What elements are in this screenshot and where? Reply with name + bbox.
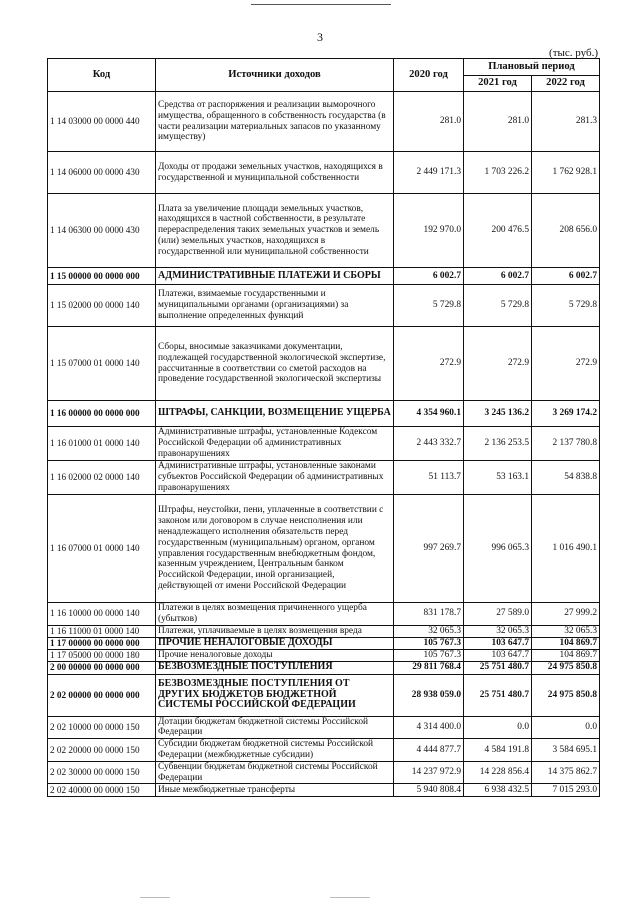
row-value-2022: 54 838.8 xyxy=(532,461,600,495)
row-value-2022: 281.3 xyxy=(532,92,600,152)
row-value-2020: 32 065.3 xyxy=(394,625,464,637)
row-code: 1 14 03000 00 0000 440 xyxy=(48,92,156,152)
row-value-2021: 272.9 xyxy=(464,327,532,401)
row-value-2020: 14 237 972.9 xyxy=(394,761,464,784)
table-row xyxy=(48,784,600,797)
row-value-2022: 24 975 850.8 xyxy=(532,661,600,674)
table-row xyxy=(48,716,600,739)
row-code: 1 14 06300 00 0000 430 xyxy=(48,194,156,268)
table-row xyxy=(48,625,600,637)
row-value-2020: 105 767.3 xyxy=(394,649,464,661)
table-row xyxy=(48,327,600,401)
row-value-2022: 14 375 862.7 xyxy=(532,761,600,784)
header-plan-period: Плановый период xyxy=(464,59,600,76)
row-code: 1 16 10000 00 0000 140 xyxy=(48,603,156,626)
row-code: 1 16 11000 01 0000 140 xyxy=(48,625,156,637)
row-value-2022: 3 584 695.1 xyxy=(532,739,600,762)
row-code: 2 02 00000 00 0000 000 xyxy=(48,674,156,716)
row-value-2022: 272.9 xyxy=(532,327,600,401)
row-value-2021: 1 703 226.2 xyxy=(464,152,532,194)
row-value-2020: 4 314 400.0 xyxy=(394,716,464,739)
row-value-2022: 5 729.8 xyxy=(532,285,600,327)
row-source: Административные штрафы, установленные законами субъектов Российской Федерации об административных правонарушениях xyxy=(156,461,394,495)
row-source: Административные штрафы, установленные Кодексом Российской Федерации об административных правонарушениях xyxy=(156,427,394,461)
row-code: 1 15 00000 00 0000 000 xyxy=(48,268,156,285)
row-value-2020: 4 354 960.1 xyxy=(394,401,464,427)
row-source: Платежи в целях возмещения причиненного ущерба (убытков) xyxy=(156,603,394,626)
row-code: 2 02 20000 00 0000 150 xyxy=(48,739,156,762)
row-value-2021: 103 647.7 xyxy=(464,637,532,649)
page-number: 3 xyxy=(317,30,323,44)
row-value-2022: 0.0 xyxy=(532,716,600,739)
top-rule xyxy=(251,4,391,5)
revenue-table xyxy=(47,58,600,797)
row-value-2020: 51 113.7 xyxy=(394,461,464,495)
row-value-2022: 104 869.7 xyxy=(532,637,600,649)
header-2020: 2020 год xyxy=(394,59,464,92)
table-row xyxy=(48,268,600,285)
bottom-marks xyxy=(0,893,640,903)
row-source: Доходы от продажи земельных участков, находящихся в государственной и муниципальной собственности xyxy=(156,152,394,194)
row-code: 1 15 07000 01 0000 140 xyxy=(48,327,156,401)
row-value-2020: 192 970.0 xyxy=(394,194,464,268)
row-value-2021: 6 002.7 xyxy=(464,268,532,285)
row-value-2020: 4 444 877.7 xyxy=(394,739,464,762)
row-value-2020: 831 178.7 xyxy=(394,603,464,626)
row-source: Платежи, взимаемые государственными и муниципальными органами (организациями) за выполнение определенных функций xyxy=(156,285,394,327)
row-value-2021: 5 729.8 xyxy=(464,285,532,327)
row-source: БЕЗВОЗМЕЗДНЫЕ ПОСТУПЛЕНИЯ ОТ ДРУГИХ БЮДЖЕТОВ БЮДЖЕТНОЙ СИСТЕМЫ РОССИЙСКОЙ ФЕДЕРАЦИИ xyxy=(156,674,394,716)
row-value-2021: 0.0 xyxy=(464,716,532,739)
row-value-2021: 32 065.3 xyxy=(464,625,532,637)
row-value-2020: 105 767.3 xyxy=(394,637,464,649)
table-row xyxy=(48,674,600,716)
table-row xyxy=(48,92,600,152)
row-code: 2 02 10000 00 0000 150 xyxy=(48,716,156,739)
table-row xyxy=(48,661,600,674)
row-source: Средства от распоряжения и реализации выморочного имущества, обращенного в собственность государства (в части реализации материальных запасов по указанному имуществу) xyxy=(156,92,394,152)
row-source: ШТРАФЫ, САНКЦИИ, ВОЗМЕЩЕНИЕ УЩЕРБА xyxy=(156,401,394,427)
table-row xyxy=(48,637,600,649)
row-value-2022: 104 869.7 xyxy=(532,649,600,661)
table-row xyxy=(48,461,600,495)
row-value-2021: 200 476.5 xyxy=(464,194,532,268)
row-value-2022: 1 762 928.1 xyxy=(532,152,600,194)
row-value-2022: 27 999.2 xyxy=(532,603,600,626)
header-code: Код xyxy=(48,59,156,92)
row-value-2022: 32 065.3 xyxy=(532,625,600,637)
table-row xyxy=(48,649,600,661)
header-source: Источники доходов xyxy=(156,59,394,92)
table-row xyxy=(48,401,600,427)
row-code: 1 17 00000 00 0000 000 xyxy=(48,637,156,649)
row-source: ПРОЧИЕ НЕНАЛОГОВЫЕ ДОХОДЫ xyxy=(156,637,394,649)
unit-label: (тыс. руб.) xyxy=(549,47,598,59)
row-code: 1 16 00000 00 0000 000 xyxy=(48,401,156,427)
row-code: 1 16 02000 02 0000 140 xyxy=(48,461,156,495)
row-source: Плата за увеличение площади земельных участков, находящихся в частной собственности, в результате перераспределения таких земельных участков и земель (или) земельных участков, находящихся в государственной или муниципальной собственности xyxy=(156,194,394,268)
row-source: Платежи, уплачиваемые в целях возмещения вреда xyxy=(156,625,394,637)
row-source: Субсидии бюджетам бюджетной системы Российской Федерации (межбюджетные субсидии) xyxy=(156,739,394,762)
row-code: 1 15 02000 00 0000 140 xyxy=(48,285,156,327)
row-value-2021: 6 938 432.5 xyxy=(464,784,532,797)
row-value-2020: 29 811 768.4 xyxy=(394,661,464,674)
row-value-2021: 103 647.7 xyxy=(464,649,532,661)
row-value-2022: 208 656.0 xyxy=(532,194,600,268)
row-value-2020: 2 449 171.3 xyxy=(394,152,464,194)
row-source: БЕЗВОЗМЕЗДНЫЕ ПОСТУПЛЕНИЯ xyxy=(156,661,394,674)
row-value-2021: 996 065.3 xyxy=(464,495,532,603)
row-source: Иные межбюджетные трансферты xyxy=(156,784,394,797)
row-code: 1 14 06000 00 0000 430 xyxy=(48,152,156,194)
row-value-2020: 28 938 059.0 xyxy=(394,674,464,716)
row-value-2022: 1 016 490.1 xyxy=(532,495,600,603)
row-code: 2 02 30000 00 0000 150 xyxy=(48,761,156,784)
row-value-2022: 3 269 174.2 xyxy=(532,401,600,427)
row-value-2021: 27 589.0 xyxy=(464,603,532,626)
row-value-2020: 5 729.8 xyxy=(394,285,464,327)
row-value-2021: 25 751 480.7 xyxy=(464,661,532,674)
row-source: Дотации бюджетам бюджетной системы Российской Федерации xyxy=(156,716,394,739)
table-row xyxy=(48,739,600,762)
table-row xyxy=(48,194,600,268)
row-source: АДМИНИСТРАТИВНЫЕ ПЛАТЕЖИ И СБОРЫ xyxy=(156,268,394,285)
table-row xyxy=(48,285,600,327)
table-row xyxy=(48,495,600,603)
header-2022: 2022 год xyxy=(532,76,600,92)
row-value-2022: 24 975 850.8 xyxy=(532,674,600,716)
table-row xyxy=(48,427,600,461)
row-code: 1 17 05000 00 0000 180 xyxy=(48,649,156,661)
row-value-2020: 997 269.7 xyxy=(394,495,464,603)
row-value-2021: 25 751 480.7 xyxy=(464,674,532,716)
row-value-2021: 281.0 xyxy=(464,92,532,152)
row-value-2021: 3 245 136.2 xyxy=(464,401,532,427)
row-value-2020: 281.0 xyxy=(394,92,464,152)
table-row xyxy=(48,152,600,194)
row-source: Штрафы, неустойки, пени, уплаченные в соответствии с законом или договором в случае неисполнения или ненадлежащего исполнения обязательств перед государственным (муниципальным) органом, органом управления государственным внебюджетным фондом, казенным учреждением, Центральным банком Российской Федерации, иной организацией, действующей от имени Российской Федерации xyxy=(156,495,394,603)
row-source: Прочие неналоговые доходы xyxy=(156,649,394,661)
row-value-2021: 4 584 191.8 xyxy=(464,739,532,762)
row-value-2022: 6 002.7 xyxy=(532,268,600,285)
row-source: Субвенции бюджетам бюджетной системы Российской Федерации xyxy=(156,761,394,784)
row-value-2021: 14 228 856.4 xyxy=(464,761,532,784)
row-value-2022: 7 015 293.0 xyxy=(532,784,600,797)
row-source: Сборы, вносимые заказчиками документации, подлежащей государственной экологической экспертизе, рассчитанные в соответствии со сметой расходов на проведение государственной экологической экспертизы xyxy=(156,327,394,401)
row-code: 1 16 01000 01 0000 140 xyxy=(48,427,156,461)
table-row xyxy=(48,761,600,784)
row-value-2020: 2 443 332.7 xyxy=(394,427,464,461)
row-code: 2 02 40000 00 0000 150 xyxy=(48,784,156,797)
row-value-2020: 6 002.7 xyxy=(394,268,464,285)
row-code: 1 16 07000 01 0000 140 xyxy=(48,495,156,603)
row-value-2022: 2 137 780.8 xyxy=(532,427,600,461)
row-value-2021: 53 163.1 xyxy=(464,461,532,495)
row-code: 2 00 00000 00 0000 000 xyxy=(48,661,156,674)
table-row xyxy=(48,603,600,626)
row-value-2020: 5 940 808.4 xyxy=(394,784,464,797)
header-2021: 2021 год xyxy=(464,76,532,92)
row-value-2021: 2 136 253.5 xyxy=(464,427,532,461)
row-value-2020: 272.9 xyxy=(394,327,464,401)
